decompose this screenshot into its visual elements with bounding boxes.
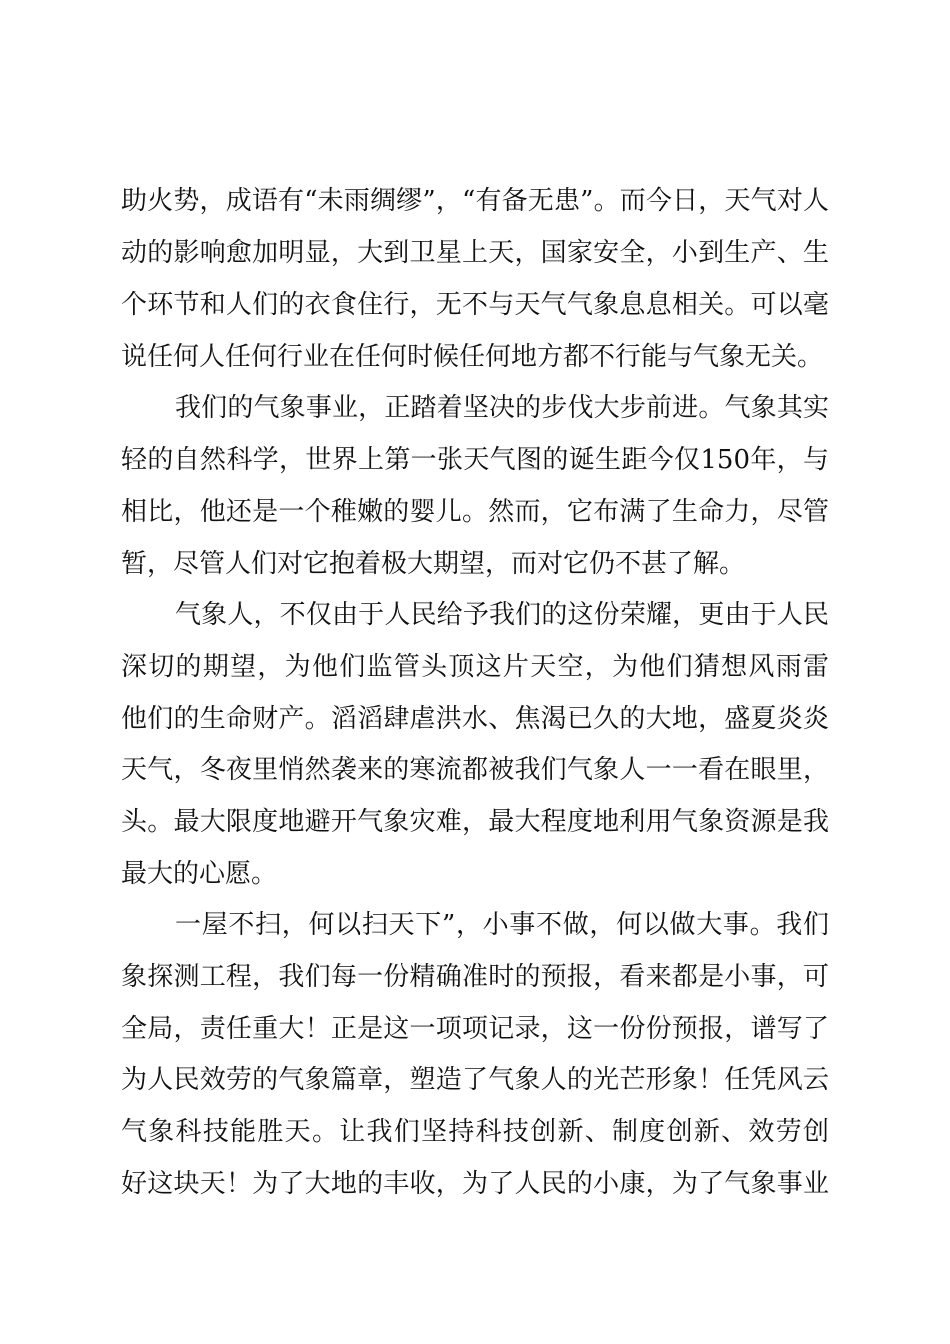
paragraph-4-line-6: 好这块天！为了大地的丰收，为了人民的小康，为了气象事业: [121, 1169, 829, 1199]
paragraph-3-line-5: 头。最大限度地避开气象灾难，最大程度地利用气象资源是我: [121, 807, 829, 837]
paragraph-1-line-2: 动的影响愈加明显，大到卫星上天，国家安全，小到生产、生: [121, 238, 829, 268]
paragraph-1-line-1: 助火势，成语有“未雨绸缪”，“有备无患”。而今日，天气对人: [121, 186, 829, 216]
paragraph-4-line-4: 为人民效劳的气象篇章，塑造了气象人的光芒形象！任凭风云: [121, 1065, 829, 1095]
paragraph-1-line-4: 说任何人任何行业在任何时候任何地方都不行能与气象无关。: [121, 342, 824, 372]
paragraph-1-line-3: 个环节和人们的衣食住行，无不与天气气象息息相关。可以毫: [121, 290, 829, 320]
paragraph-3-line-1: 气象人，不仅由于人民给予我们的这份荣耀，更由于人民: [175, 600, 829, 630]
paragraph-4-line-3: 全局，责任重大！正是这一项项记录，这一份份预报，谱写了: [121, 1014, 829, 1044]
paragraph-4-line-2: 象探测工程，我们每一份精确准时的预报，看来都是小事，可: [121, 962, 829, 992]
paragraph-2-line-4: 暂，尽管人们对它抱着极大期望，而对它仍不甚了解。: [121, 549, 746, 579]
paragraph-2-line-2: 轻的自然科学，世界上第一张天气图的诞生距今仅150年，与: [121, 445, 829, 475]
paragraph-2-line-1: 我们的气象事业，正踏着坚决的步伐大步前进。气象其实: [175, 393, 829, 423]
paragraph-3-line-3: 他们的生命财产。滔滔肆虐洪水、焦渴已久的大地，盛夏炎炎: [121, 704, 829, 734]
paragraph-3-line-4: 天气，冬夜里悄然袭来的寒流都被我们气象人一一看在眼里，: [121, 755, 829, 785]
paragraph-3-line-2: 深切的期望，为他们监管头顶这片天空，为他们猜想风雨雷: [121, 652, 829, 682]
paragraph-2-line-3: 相比，他还是一个稚嫩的婴儿。然而，它布满了生命力，尽管: [121, 497, 829, 527]
paragraph-4-line-1: 一屋不扫，何以扫天下”，小事不做，何以做大事。我们: [175, 910, 829, 940]
paragraph-4-line-5: 气象科技能胜天。让我们坚持科技创新、制度创新、效劳创: [121, 1117, 829, 1147]
paragraph-3-line-6: 最大的心愿。: [121, 859, 278, 889]
